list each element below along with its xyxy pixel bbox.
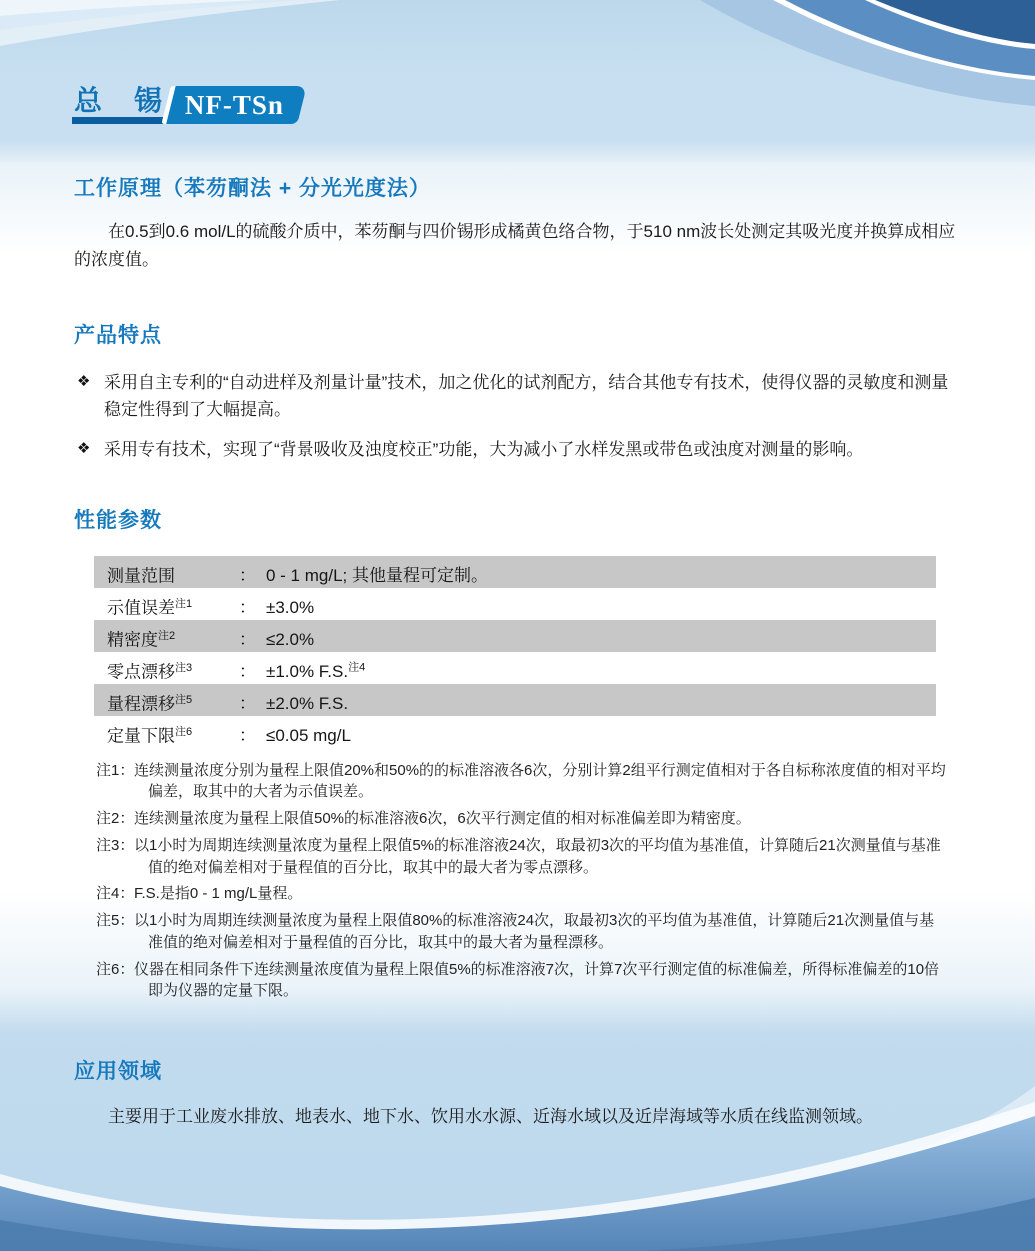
working-principle-heading: 工作原理（苯芴酮法 + 分光光度法）	[74, 177, 431, 200]
note-ref: 注1	[175, 597, 193, 610]
colon: ：	[239, 662, 256, 682]
section-performance-parameters	[74, 504, 961, 1003]
footnote	[96, 959, 946, 1003]
working-principle-body: 在0.5到0.6 mol/L的硫酸介质中，苯芴酮与四价锡形成橘黄色络合物，于510 nm波长处测定其吸光度并换算成相应的浓度值。	[74, 222, 956, 269]
param-value: 0 - 1 mg/L; 其他量程可定制。	[266, 566, 488, 586]
param-label: 测量范围	[107, 566, 175, 586]
diamond-bullet-icon: ❖	[77, 373, 91, 391]
section-applications	[74, 1055, 961, 1131]
page-title: 总 锡	[74, 85, 165, 116]
diamond-bullet-icon: ❖	[77, 440, 91, 458]
table-row	[94, 684, 936, 716]
note-ref: 注4	[348, 661, 366, 674]
section-working-principle	[74, 172, 961, 273]
footnote-label: 注5：	[96, 912, 135, 930]
note-ref: 注3	[175, 661, 193, 674]
param-value: ±3.0%	[266, 598, 315, 618]
param-label: 零点漂移$^{注3}$	[107, 661, 193, 682]
table-row	[94, 620, 936, 652]
colon: ：	[239, 566, 256, 586]
list-item	[74, 369, 961, 423]
param-value: ≤0.05 mg/L	[266, 726, 351, 746]
footnote-text: 连续测量浓度分别为量程上限值20%和50%的的标准溶液各6次，分别计算2组平行测定值相对于各自标称浓度值的相对平均偏差，取其中的大者为示值误差。	[134, 761, 946, 801]
feature-text: 采用专有技术，实现了“背景吸收及浊度校正”功能，大为减小了水样发黑或带色或浊度对测量的影响。	[104, 440, 864, 460]
feature-text: 采用自主专利的“自动进样及剂量计量”技术，加之优化的试剂配方，结合其他专有技术，使得仪器的灵敏度和测量稳定性得到了大幅提高。	[104, 373, 949, 420]
param-value: ±2.0% F.S.	[266, 694, 349, 714]
colon: ：	[239, 630, 256, 650]
model-badge	[161, 86, 307, 124]
performance-parameters-heading: 性能参数	[74, 508, 162, 532]
colon: ：	[239, 598, 256, 618]
parameter-table	[94, 556, 936, 748]
list-item	[74, 436, 961, 463]
applications-heading: 应用领域	[74, 1060, 162, 1084]
table-row	[94, 652, 936, 684]
applications-body: 主要用于工业废水排放、地表水、地下水、饮用水水源、近海水域以及近岸海域等水质在线监测领域。	[108, 1107, 873, 1127]
param-value: ±1.0% F.S.$^{注4}$	[266, 661, 366, 682]
footnote-text: 仪器在相同条件下连续测量浓度值为量程上限值5%的标准溶液7次，计算7次平行测定值的标准偏差，所得标准偏差的10倍即为仪器的定量下限。	[134, 960, 940, 1000]
product-features-heading: 产品特点	[74, 324, 162, 348]
document-header	[74, 86, 494, 124]
param-label: 示值误差$^{注1}$	[107, 597, 193, 618]
footnote-text: 以1小时为周期连续测量浓度为量程上限值80%的标准溶液24次，取最初3次的平均值为基准值，计算随后21次测量值与基准值的绝对偏差相对于量程值的百分比，取其中的最大者为量程漂移。	[134, 912, 935, 951]
footnote	[96, 808, 946, 830]
colon: ：	[239, 726, 256, 746]
param-label: 量程漂移$^{注5}$	[107, 693, 193, 714]
colon: ：	[239, 694, 256, 714]
note-ref: 注5	[175, 693, 193, 706]
table-row	[94, 716, 936, 748]
footnote	[96, 760, 946, 804]
note-ref: 注6	[175, 725, 193, 738]
note-ref: 注2	[158, 629, 176, 642]
model-number: NF-TSn	[185, 89, 285, 120]
param-label: 精密度$^{注2}$	[107, 629, 176, 650]
footnote	[96, 835, 946, 879]
footnote-label: 注3：	[96, 836, 135, 854]
footnote-label: 注4：	[96, 885, 135, 903]
top-right-swoosh-decoration	[605, 0, 1035, 150]
feature-list	[74, 369, 961, 464]
table-row	[94, 588, 936, 620]
table-row	[94, 556, 936, 588]
content-panel	[0, 140, 1035, 1033]
footnote-label: 注2：	[96, 810, 135, 828]
footnote-text: 以1小时为周期连续测量浓度为量程上限值5%的标准溶液24次，取最初3次的平均值为基准值，计算随后21次测量值与基准值的绝对偏差相对于量程值的百分比，取其中的最大者为零点漂移。	[134, 836, 941, 876]
section-product-features	[74, 319, 961, 464]
param-label: 定量下限$^{注6}$	[107, 725, 193, 746]
top-left-swoosh-decoration	[0, 0, 340, 46]
footnote-text: F.S.是指0 - 1 mg/L量程。	[134, 885, 303, 903]
footnote	[96, 883, 946, 905]
footnote-label: 注1：	[96, 761, 135, 779]
footnotes	[96, 760, 946, 1003]
footnote	[96, 910, 946, 954]
footnote-text: 连续测量浓度为量程上限值50%的标准溶液6次，6次平行测定值的相对标准偏差即为精密度。	[134, 810, 751, 828]
footnote-label: 注6：	[96, 960, 135, 978]
param-value: ≤2.0%	[266, 630, 315, 650]
